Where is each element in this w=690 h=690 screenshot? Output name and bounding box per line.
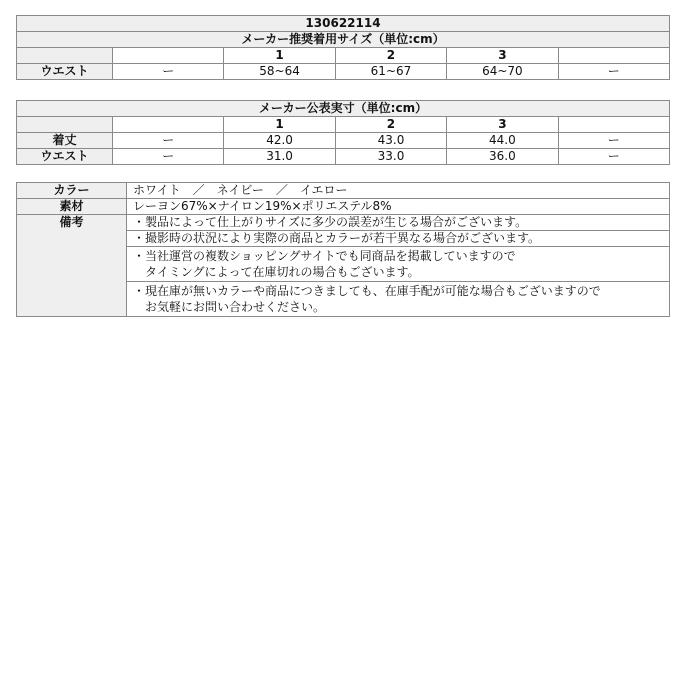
- table-cell: 33.0: [335, 149, 446, 165]
- header-empty-cell: [17, 48, 113, 64]
- table-row: [17, 183, 670, 199]
- note-line: ・製品によって仕上がりサイズに多少の誤差が生じる場合がございます。: [133, 215, 528, 229]
- table-cell: 44.0: [447, 133, 558, 149]
- note-line: ・当社運営の複数ショッピングサイトでも同商品を掲載していますので: [133, 249, 516, 263]
- note-line: お気軽にお問い合わせください。: [145, 300, 326, 314]
- table-cell: ー: [558, 133, 669, 149]
- actual-size-title: メーカー公表実寸（単位:cm）: [17, 101, 670, 117]
- row-label: ウエスト: [17, 149, 113, 165]
- maker-size-title: メーカー推奨着用サイズ（単位:cm）: [17, 32, 670, 48]
- size-col-header: 3: [447, 48, 558, 64]
- table-cell: ー: [113, 64, 224, 80]
- note-line: ・撮影時の状況により実際の商品とカラーが若干異なる場合がございます。: [133, 231, 541, 245]
- material-label: 素材: [17, 199, 127, 215]
- size-col-header: 1: [224, 117, 335, 133]
- product-info-table: [16, 182, 670, 317]
- table-row: [17, 215, 670, 231]
- table-cell: 61~67: [335, 64, 446, 80]
- row-label: 着丈: [17, 133, 113, 149]
- color-label: カラー: [17, 183, 127, 199]
- size-col-header: 3: [447, 117, 558, 133]
- table-cell: 43.0: [335, 133, 446, 149]
- note-line: タイミングによって在庫切れの場合もございます。: [145, 265, 420, 279]
- table-cell: 64~70: [447, 64, 558, 80]
- notes-label: 備考: [17, 215, 127, 317]
- table-cell: 31.0: [224, 149, 335, 165]
- note-item: [127, 282, 670, 317]
- note-item: [127, 247, 670, 282]
- note-item: [127, 215, 670, 231]
- table-row: [17, 64, 670, 80]
- table-cell: ー: [558, 64, 669, 80]
- table-cell: ー: [113, 133, 224, 149]
- table-cell: ー: [113, 149, 224, 165]
- note-item: [127, 231, 670, 247]
- size-col-header: [113, 48, 224, 64]
- material-value: レーヨン67%×ナイロン19%×ポリエステル8%: [127, 199, 670, 215]
- size-col-header: 1: [224, 48, 335, 64]
- size-col-header: 2: [335, 48, 446, 64]
- table-row: [17, 199, 670, 215]
- table-cell: ー: [558, 149, 669, 165]
- size-col-header: [113, 117, 224, 133]
- table-row: [17, 149, 670, 165]
- table-row: [17, 133, 670, 149]
- note-line: ・現在庫が無いカラーや商品につきましても、在庫手配が可能な場合もございますので: [133, 284, 601, 298]
- color-value: ホワイト ／ ネイビー ／ イエロー: [127, 183, 670, 199]
- size-col-header: [558, 117, 669, 133]
- maker-size-table: [16, 15, 670, 80]
- header-empty-cell: [17, 117, 113, 133]
- table-cell: 42.0: [224, 133, 335, 149]
- product-code: 130622114: [17, 16, 670, 32]
- row-label: ウエスト: [17, 64, 113, 80]
- size-col-header: 2: [335, 117, 446, 133]
- size-col-header: [558, 48, 669, 64]
- table-cell: 36.0: [447, 149, 558, 165]
- table-cell: 58~64: [224, 64, 335, 80]
- actual-size-table: [16, 100, 670, 165]
